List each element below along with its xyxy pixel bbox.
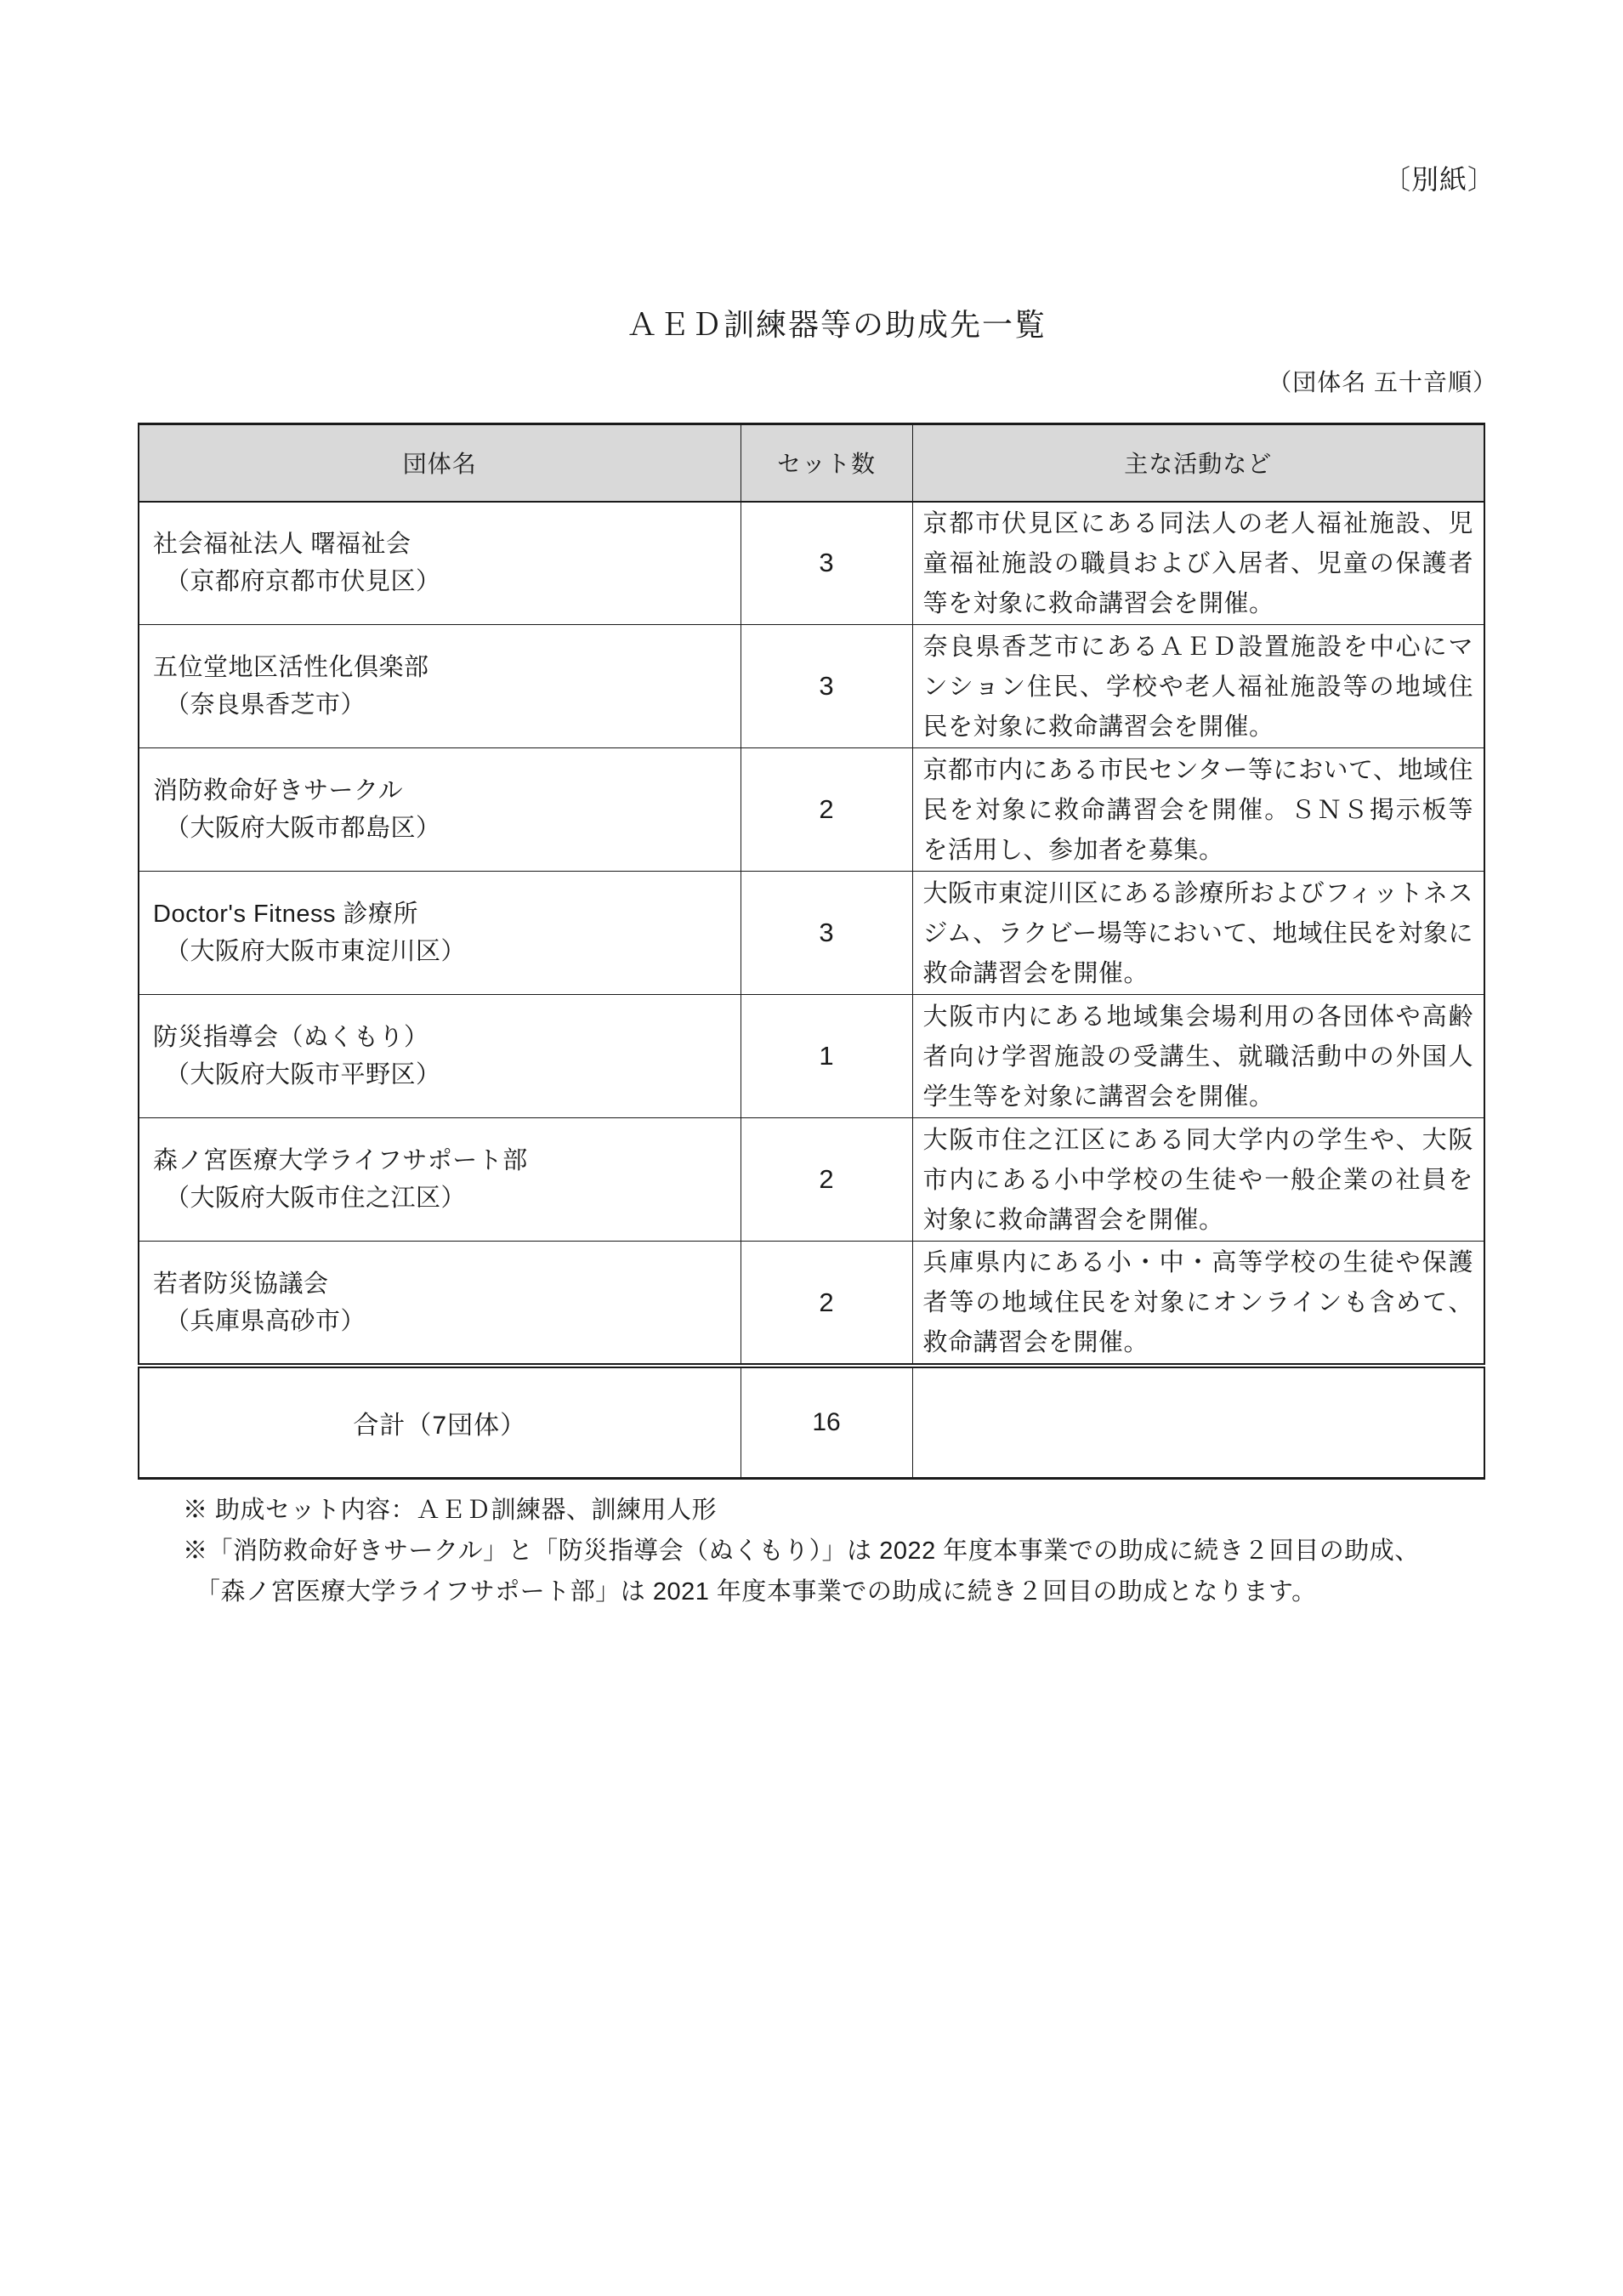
set-count-cell: 3 [741,625,912,748]
sort-order-note: （団体名 五十音順） [1268,369,1497,395]
activities-cell: 奈良県香芝市にあるＡＥＤ設置施設を中心にマンション住民、学校や老人福祉施設等の地域住民を対象に救命講習会を開催。 [912,625,1484,748]
header-set-count: セット数 [741,424,912,502]
total-row [139,1366,1484,1478]
table-row [139,502,1484,625]
header-org-name: 団体名 [139,424,741,502]
total-set-count-cell: 16 [741,1366,912,1478]
set-count-cell: 2 [741,1118,912,1242]
set-count-cell: 2 [741,748,912,872]
footnote-repeat-grant-2: 「森ノ宮医療大学ライフサポート部」は 2021 年度本事業での助成に続き２回目の助成となります。 [183,1578,1317,1605]
org-location: （京都府京都市伏見区） [165,568,441,596]
org-name-cell [139,1242,741,1367]
activities-cell: 京都市伏見区にある同法人の老人福祉施設、児童福祉施設の職員および入居者、児童の保護者等を対象に救命講習会を開催。 [912,502,1484,625]
org-name-cell [139,625,741,748]
org-name: 若者防災協議会 [153,1270,329,1298]
set-count-cell: 1 [741,995,912,1118]
page-title: ＡＥＤ訓練器等の助成先一覧 [627,307,1047,342]
org-location: （兵庫県高砂市） [165,1307,366,1335]
table-row [139,872,1484,995]
org-name-cell [139,502,741,625]
org-location: （大阪府大阪市平野区） [165,1061,441,1088]
org-name: 森ノ宮医療大学ライフサポート部 [153,1147,528,1174]
org-location: （大阪府大阪市都島区） [165,815,441,842]
activities-cell: 大阪市内にある地域集会場利用の各団体や高齢者向け学習施設の受講生、就職活動中の外国人学生等を対象に講習会を開催。 [912,995,1484,1118]
total-label-cell: 合計（7団体） [139,1366,741,1478]
org-name-cell [139,748,741,872]
org-name-cell [139,995,741,1118]
footnotes [183,1490,1509,1612]
org-name: 社会福祉法人 曙福祉会 [153,531,411,559]
org-location: （大阪府大阪市東淀川区） [165,938,467,965]
table-row [139,1118,1484,1242]
grant-table [138,423,1485,1480]
activities-cell: 大阪市東淀川区にある診療所およびフィットネスジム、ラクビー場等において、地域住民を対象に救命講習会を開催。 [912,872,1484,995]
org-name: 五位堂地区活性化倶楽部 [153,654,429,681]
set-count-cell: 3 [741,502,912,625]
set-count-cell: 2 [741,1242,912,1367]
set-count-cell: 3 [741,872,912,995]
org-location: （奈良県香芝市） [165,691,366,719]
table-body [139,502,1484,1479]
header-activities: 主な活動など [912,424,1484,502]
activities-cell: 大阪市住之江区にある同大学内の学生や、大阪市内にある小中学校の生徒や一般企業の社員を対象に救命講習会を開催。 [912,1118,1484,1242]
footnote-repeat-grant-1: ※「消防救命好きサークル」と「防災指導会（ぬくもり）」は 2022 年度本事業での助成に続き２回目の助成、 [183,1537,1420,1565]
org-name: 防災指導会（ぬくもり） [153,1024,429,1051]
grant-table-container [138,423,1484,1480]
org-location: （大阪府大阪市住之江区） [165,1185,467,1212]
table-row [139,995,1484,1118]
org-name: 消防救命好きサークル [153,777,404,804]
org-name-cell [139,1118,741,1242]
attachment-corner-label: 〔別紙〕 [1382,164,1495,195]
table-header [139,424,1484,502]
activities-cell: 兵庫県内にある小・中・高等学校の生徒や保護者等の地域住民を対象にオンラインも含めて、救命講習会を開催。 [912,1242,1484,1367]
table-row [139,1242,1484,1367]
table-row [139,748,1484,872]
table-row [139,625,1484,748]
footnote-set-contents: ※ 助成セット内容：ＡＥＤ訓練器、訓練用人形 [183,1497,718,1524]
org-name: Doctor's Fitness 診療所 [153,901,419,928]
total-activities-cell [912,1366,1484,1478]
org-name-cell [139,872,741,995]
header-row [139,424,1484,502]
activities-cell: 京都市内にある市民センター等において、地域住民を対象に救命講習会を開催。ＳＮＳ掲示板等を活用し、参加者を募集。 [912,748,1484,872]
